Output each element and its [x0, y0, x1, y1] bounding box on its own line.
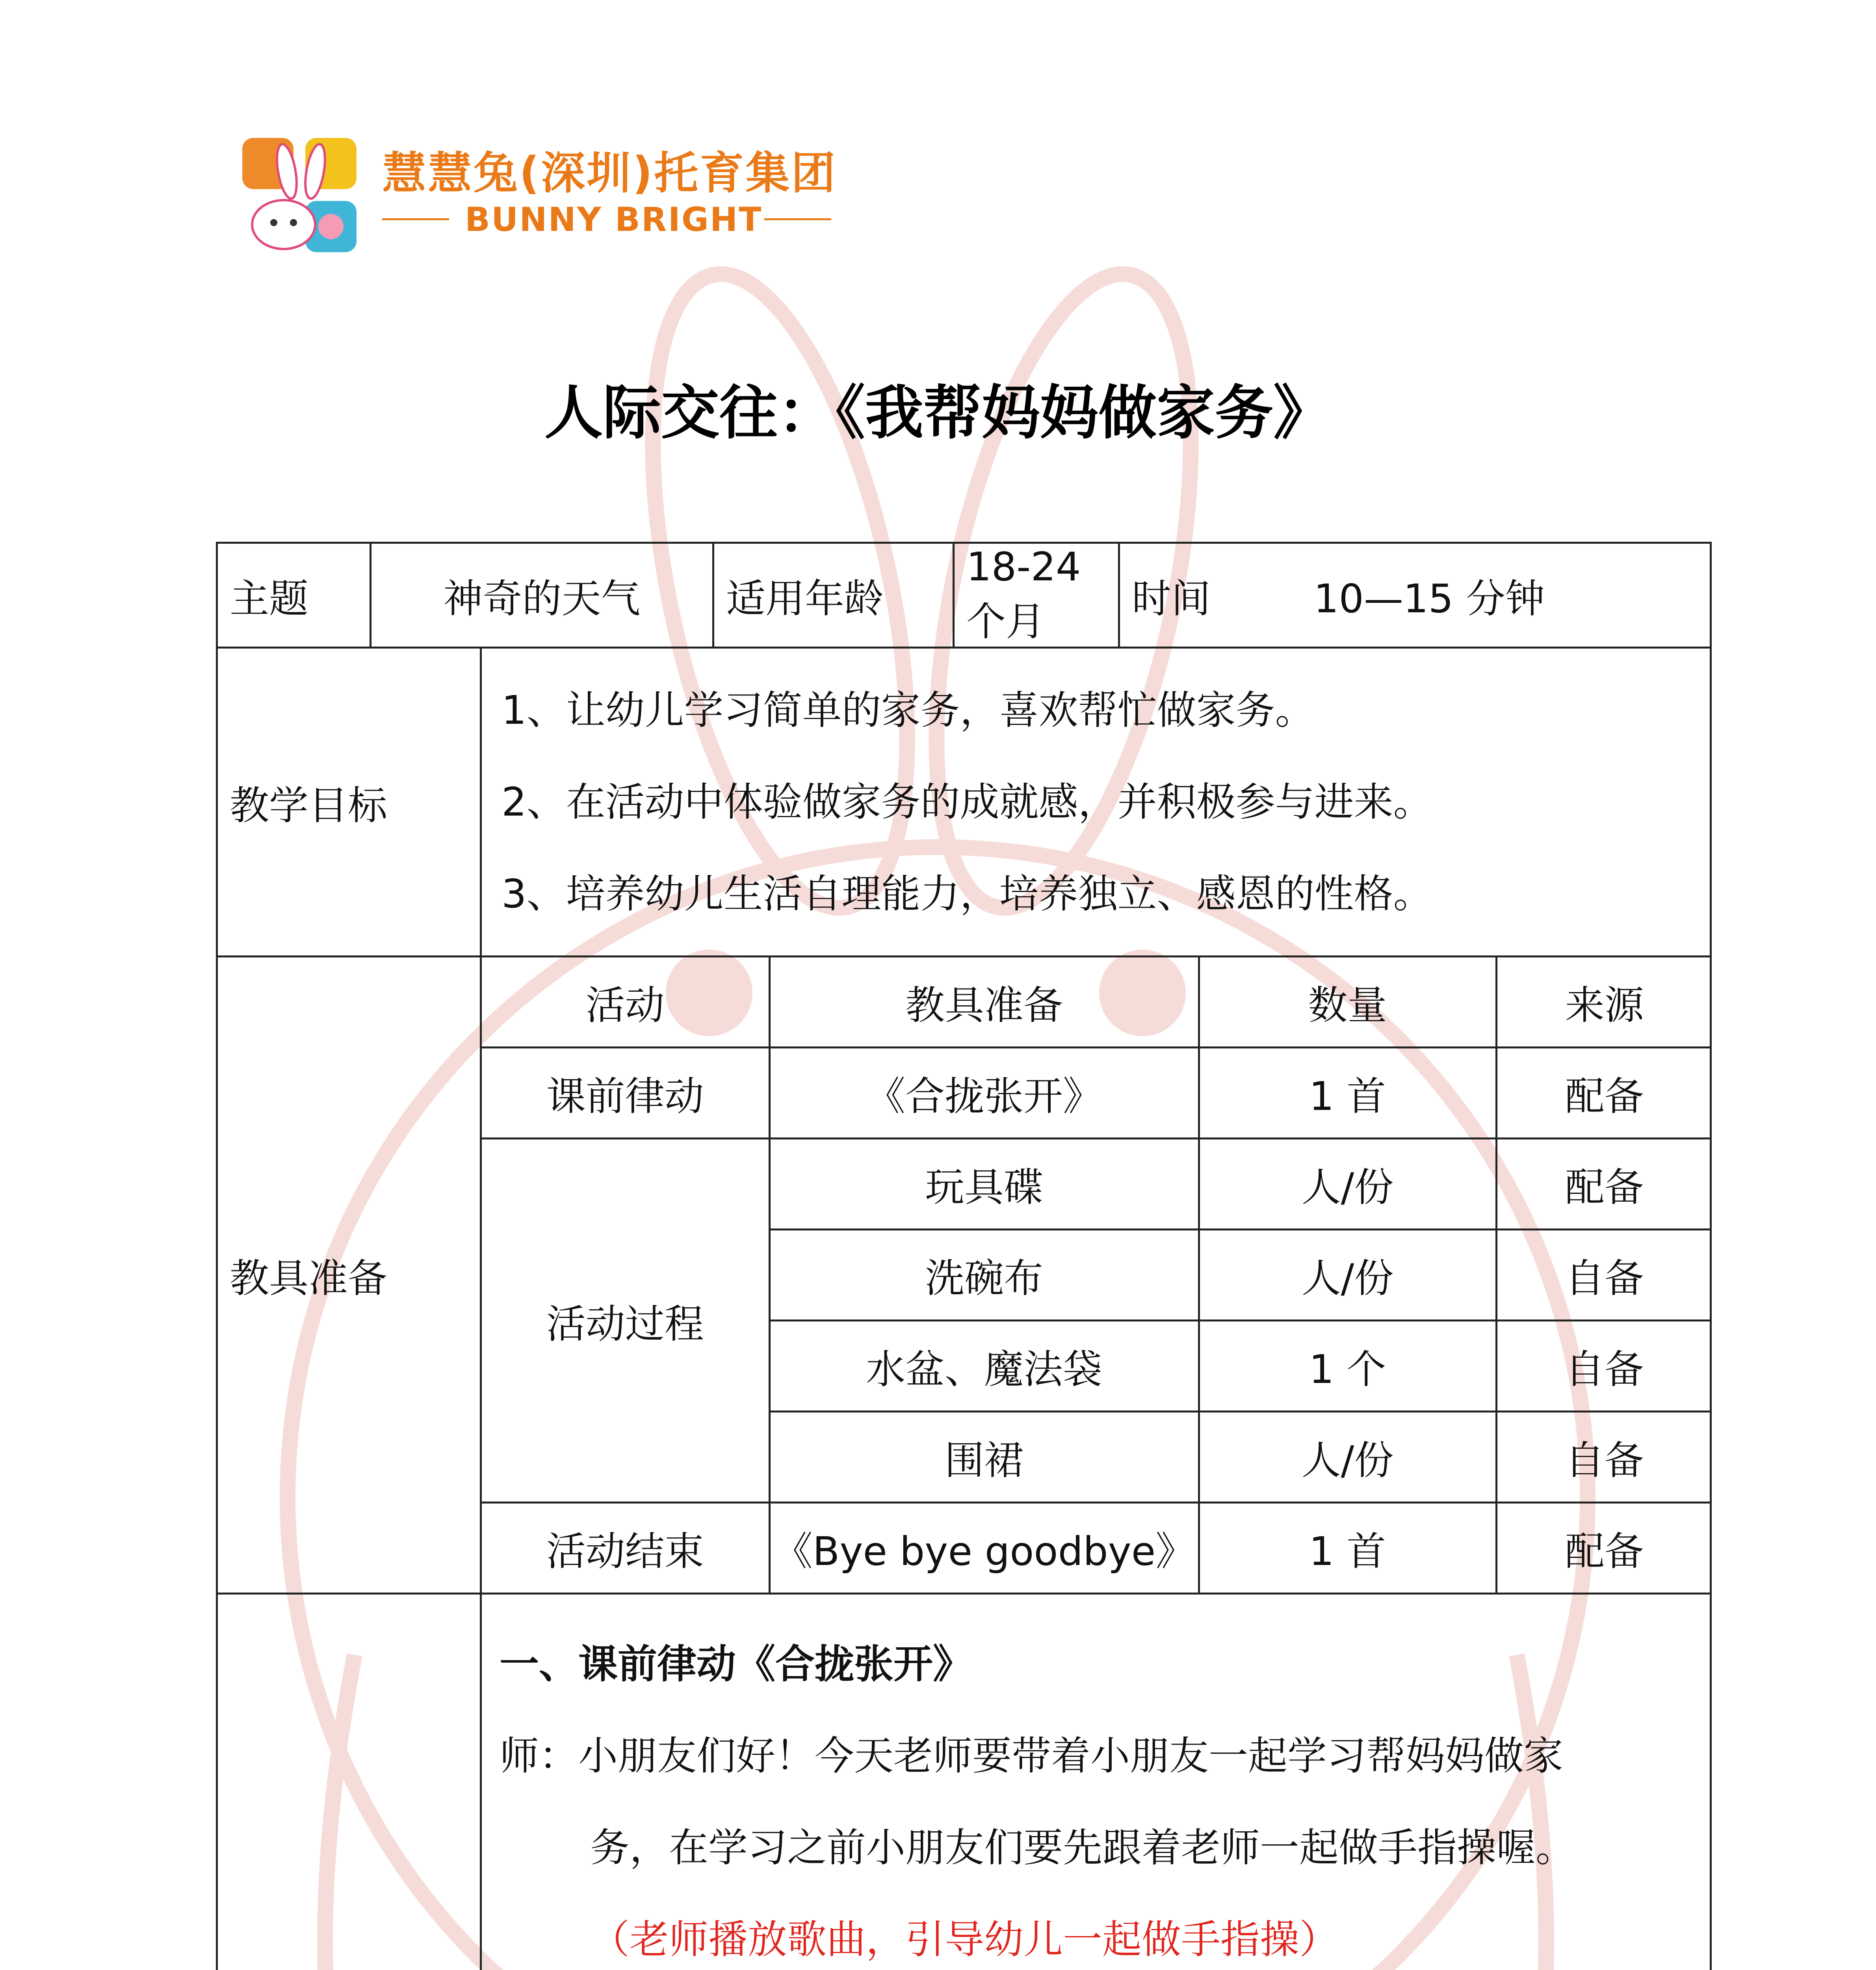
goal-item: 3、培养幼儿生活自理能力，培养独立、感恩的性格。: [502, 871, 1433, 917]
header-activity: 活动: [482, 957, 769, 1048]
material-item: 水盆、魔法袋: [769, 1321, 1199, 1412]
time-value: 10—15 分钟: [1313, 575, 1545, 622]
materials-label: 教具准备: [217, 957, 481, 1594]
material-source: 配备: [1496, 1048, 1712, 1139]
time-label: 时间: [1132, 575, 1211, 622]
activity-name: 活动结束: [482, 1503, 769, 1593]
brand-subtitle-text: BUNNY BRIGHT: [465, 200, 763, 239]
table-row: [482, 1139, 1712, 1230]
table-row: [482, 1048, 1712, 1139]
step-heading: 一、课前律动《合拢张开》: [500, 1641, 972, 1687]
material-item: 洗碗布: [769, 1230, 1199, 1321]
material-qty: 1 首: [1199, 1503, 1496, 1593]
step-line: 师：小朋友们好！今天老师要带着小朋友一起学习帮妈妈做家: [500, 1733, 1563, 1779]
table-row: [482, 1503, 1712, 1593]
material-source: 配备: [1496, 1139, 1712, 1230]
materials-row: [217, 957, 1711, 1594]
material-item: 围裙: [769, 1412, 1199, 1503]
lesson-plan-table: [216, 542, 1712, 1970]
materials-content: [481, 957, 1711, 1594]
materials-header-row: [482, 957, 1712, 1048]
age-value: 18-24 个月: [954, 543, 1119, 648]
activity-name: 活动过程: [482, 1139, 769, 1503]
brand-logo: [240, 130, 871, 264]
step-note: （老师播放歌曲，引导幼儿一起做手指操）: [590, 1916, 1339, 1963]
material-item: 玩具碟: [769, 1139, 1199, 1230]
header-item: 教具准备: [769, 957, 1199, 1048]
theme-label: 主题: [217, 543, 371, 648]
material-item: 《合拢张开》: [769, 1048, 1199, 1139]
brand-subtitle: [382, 197, 831, 240]
goal-item: 1、让幼儿学习简单的家务，喜欢帮忙做家务。: [502, 687, 1315, 733]
material-qty: 人/份: [1199, 1230, 1496, 1321]
materials-table: [482, 957, 1712, 1593]
material-qty: 人/份: [1199, 1412, 1496, 1503]
goals-label: 教学目标: [217, 648, 481, 957]
age-label: 适用年龄: [713, 543, 954, 648]
theme-value: 神奇的天气: [371, 543, 713, 648]
brand-name: 慧慧兔(深圳)托育集团: [382, 148, 837, 199]
divider: [382, 218, 449, 220]
bunny-logo-icon: [240, 136, 358, 254]
header-source: 来源: [1496, 957, 1712, 1048]
steps-row: [217, 1594, 1711, 1970]
page-title: 人际交往：《我帮妈妈做家务》: [544, 378, 1332, 447]
divider: [764, 218, 831, 220]
material-item: 《Bye bye goodbye》: [769, 1503, 1199, 1593]
material-qty: 1 个: [1199, 1321, 1496, 1412]
info-row: [217, 543, 1711, 648]
goals-row: [217, 648, 1711, 957]
steps-label: [217, 1594, 481, 1970]
material-source: 自备: [1496, 1230, 1712, 1321]
steps-content: [481, 1594, 1711, 1970]
material-qty: 人/份: [1199, 1139, 1496, 1230]
time-cell: [1119, 543, 1711, 648]
header-qty: 数量: [1199, 957, 1496, 1048]
goal-item: 2、在活动中体验做家务的成就感，并积极参与进来。: [502, 779, 1433, 825]
material-source: 自备: [1496, 1321, 1712, 1412]
material-source: 自备: [1496, 1412, 1712, 1503]
material-qty: 1 首: [1199, 1048, 1496, 1139]
goals-content: [481, 648, 1711, 957]
material-source: 配备: [1496, 1503, 1712, 1593]
activity-name: 课前律动: [482, 1048, 769, 1139]
step-line: 务，在学习之前小朋友们要先跟着老师一起做手指操喔。: [590, 1825, 1575, 1871]
